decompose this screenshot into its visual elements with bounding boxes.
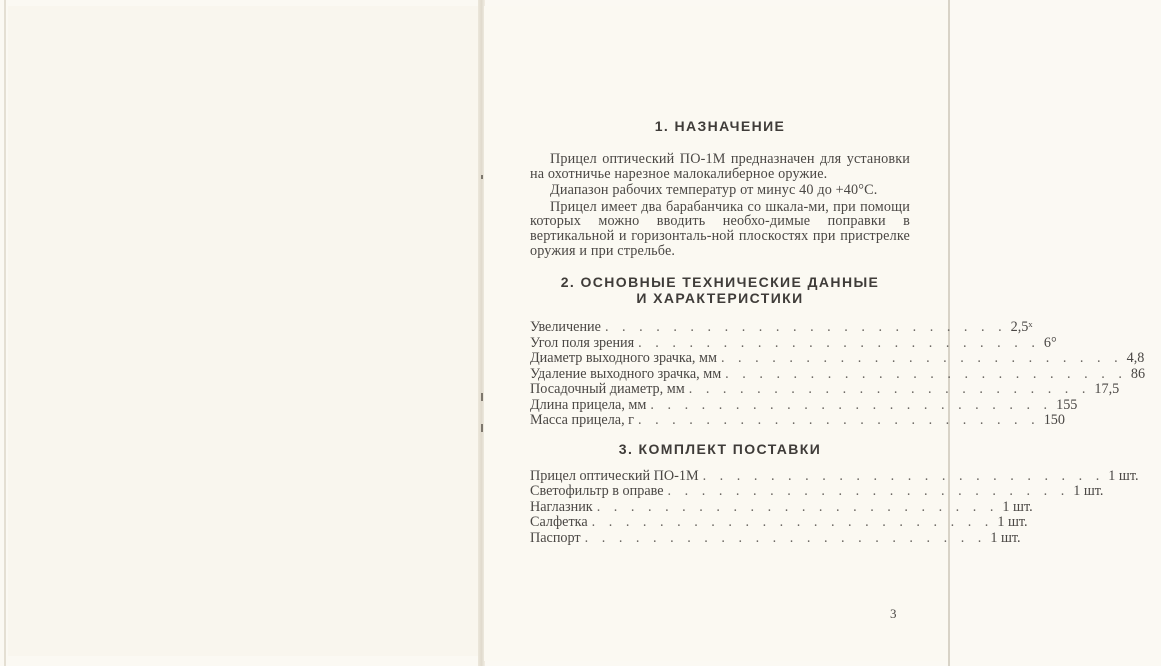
staple-mark [481, 424, 483, 432]
row-value: 1 шт. [1108, 467, 1139, 484]
row-label: Угол поля зрения [530, 334, 635, 351]
row-label: Длина прицела, мм [530, 396, 647, 413]
table-row [530, 365, 1146, 383]
staple-mark [481, 393, 483, 401]
table-row [530, 396, 1078, 414]
row-label: Посадочный диаметр, мм [530, 381, 685, 398]
table-row [530, 381, 1120, 398]
staple-mark [481, 175, 483, 179]
row-label: Наглазник [530, 498, 593, 515]
section-title: 3. КОМПЛЕКТ ПОСТАВКИ [618, 440, 822, 457]
section-purpose [530, 118, 910, 258]
row-label: Прицел оптический ПО-1М [530, 467, 699, 484]
row-value: 155 [1056, 396, 1078, 413]
row-label: Паспорт [530, 529, 581, 546]
leader-dots: . . . . . . . . . . . . . . . . . . . . . . . . [591, 514, 994, 531]
row-label: Увеличение [530, 319, 601, 336]
row-value: 1 шт. [997, 514, 1028, 531]
leader-dots: . . . . . . . . . . . . . . . . . . . . . . . . [596, 498, 999, 515]
row-label: Диаметр выходного зрачка, мм [530, 350, 717, 367]
row-value: 6° [1043, 334, 1057, 351]
row-value: 150 [1043, 412, 1065, 429]
kit-list [530, 467, 1139, 547]
leader-dots: . . . . . . . . . . . . . . . . . . . . . . . . [702, 467, 1105, 484]
table-row [530, 467, 1139, 485]
row-value: 1 шт. [1002, 498, 1033, 515]
row-label: Удаление выходного зрачка, мм [530, 365, 722, 382]
row-value: 17,5 [1094, 381, 1120, 398]
paragraph: Прицел имеет два барабанчика со шкала-ми, при помощи которых можно вводить необхо-димые поправки в вертикальной и горизонталь-ной плоскостях при пристрелке оружия и при стрельбе. [530, 198, 910, 259]
leader-dots: . . . . . . . . . . . . . . . . . . . . . . . . [720, 350, 1123, 367]
row-label: Салфетка [530, 514, 588, 531]
leader-dots: . . . . . . . . . . . . . . . . . . . . . . . . [604, 319, 1007, 336]
leader-dots: . . . . . . . . . . . . . . . . . . . . . . . . [637, 412, 1040, 429]
leader-dots: . . . . . . . . . . . . . . . . . . . . . . . . [688, 381, 1091, 398]
leader-dots: . . . . . . . . . . . . . . . . . . . . . . . . [638, 334, 1040, 351]
paragraph: Диапазон рабочих температур от минус 40 до +40°С. [550, 182, 878, 199]
leader-dots: . . . . . . . . . . . . . . . . . . . . . . . . [667, 483, 1070, 500]
leader-dots: . . . . . . . . . . . . . . . . . . . . . . . . [584, 529, 987, 546]
row-label: Светофильтр в оправе [530, 483, 664, 500]
row-value: 86 [1130, 365, 1146, 382]
table-row [530, 514, 1028, 531]
row-value: 2,5ˣ [1010, 319, 1033, 336]
row-value: 1 шт. [1073, 483, 1104, 500]
row-value: 4,8 [1126, 350, 1145, 367]
table-row [530, 412, 1065, 429]
section-title-line: И ХАРАКТЕРИСТИКИ [636, 290, 804, 307]
section-title: 1. НАЗНАЧЕНИЕ [654, 118, 786, 134]
leader-dots: . . . . . . . . . . . . . . . . . . . . . . . . [650, 396, 1053, 413]
table-row [530, 334, 1057, 352]
table-row [530, 319, 1033, 336]
page-content [530, 118, 1146, 546]
section-kit [530, 440, 1139, 547]
row-label: Масса прицела, г [530, 412, 634, 429]
page-number: 3 [890, 606, 897, 621]
leader-dots: . . . . . . . . . . . . . . . . . . . . . . . . [725, 365, 1127, 382]
left-page-blank [8, 6, 478, 656]
paragraph: Прицел оптический ПО-1М предназначен для установки на охотничье нарезное малокалиберное оружие. [530, 151, 910, 182]
left-edge [4, 0, 6, 666]
section-title-line: 2. ОСНОВНЫЕ ТЕХНИЧЕСКИЕ ДАННЫЕ [560, 274, 880, 291]
row-value: 1 шт. [990, 529, 1021, 546]
table-row [530, 498, 1033, 516]
table-row [530, 350, 1145, 367]
specs-list [530, 319, 1146, 429]
table-row [530, 529, 1021, 547]
table-row [530, 483, 1104, 500]
section-specs [530, 274, 1146, 429]
